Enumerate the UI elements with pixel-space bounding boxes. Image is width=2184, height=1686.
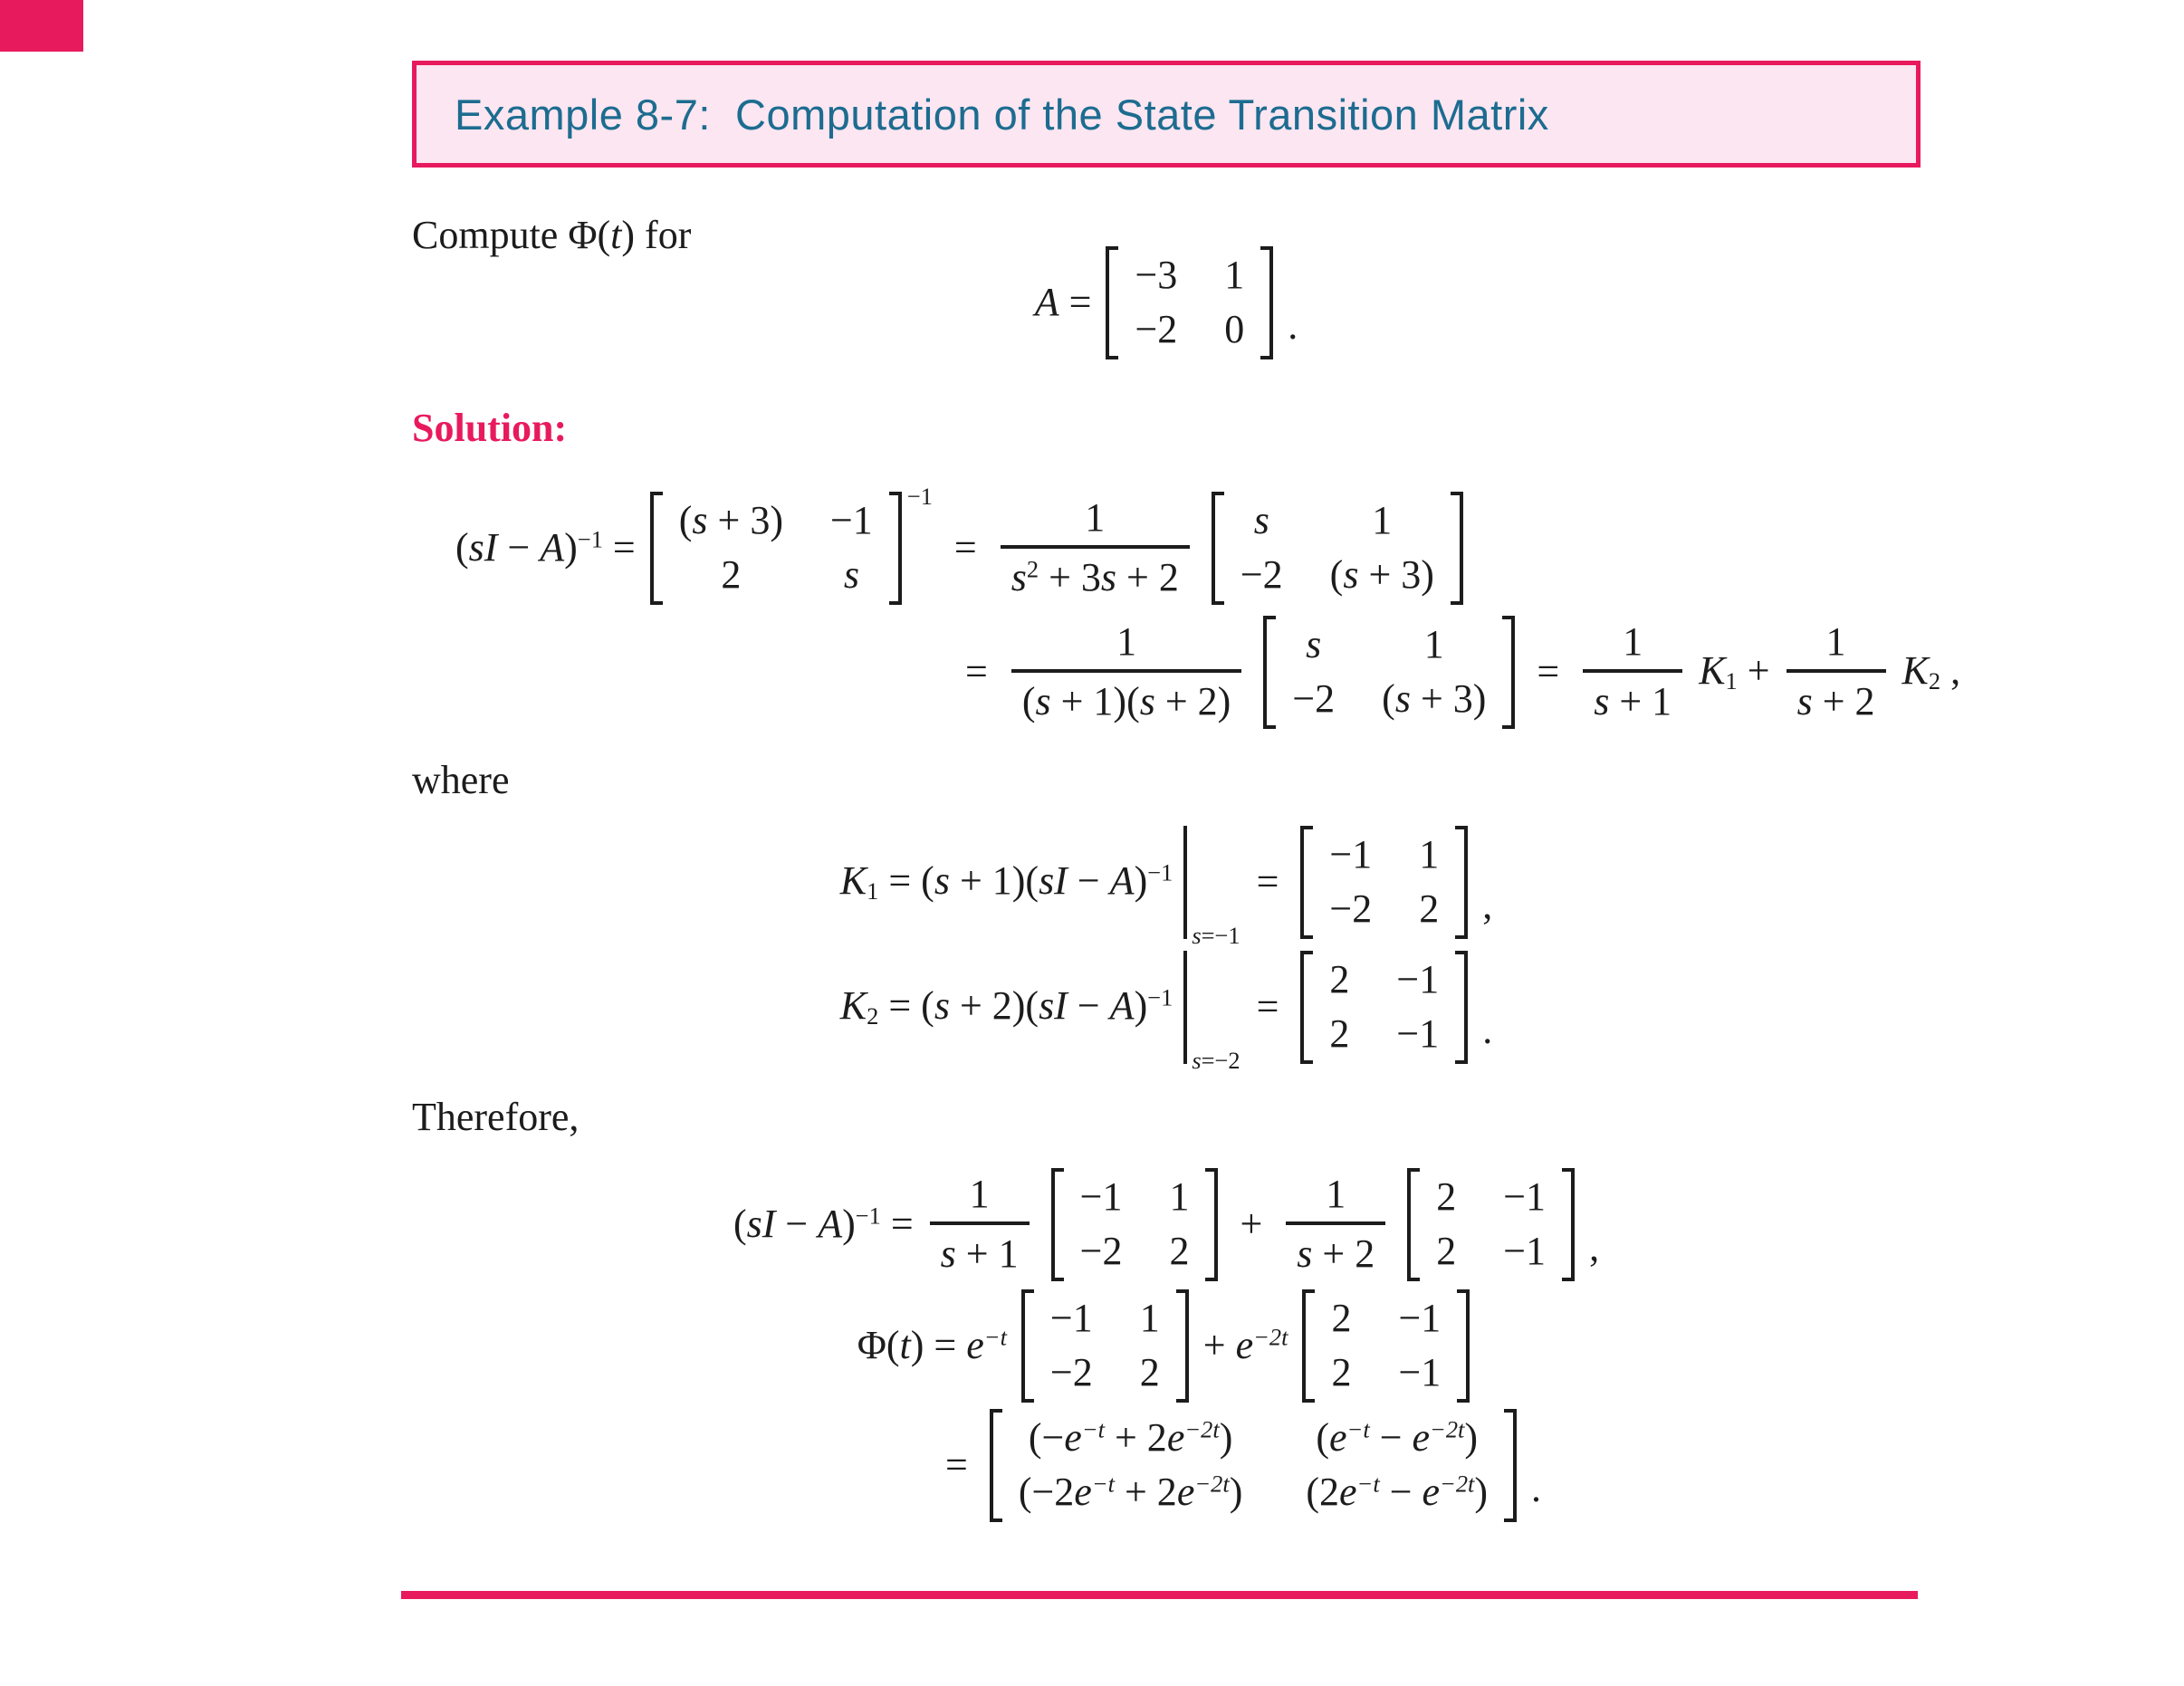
- matrix-cell: 2: [1329, 957, 1350, 1001]
- matrix-cell: −2: [1049, 1350, 1093, 1395]
- evaluation-condition: s=−2: [1192, 1046, 1240, 1074]
- matrix-bracket-right: [1504, 1409, 1517, 1522]
- matrix-cells: [1313, 826, 1455, 939]
- fraction-numerator: 1: [1326, 1172, 1346, 1216]
- equation-lhs: A =: [1034, 280, 1092, 325]
- equation-si-a-line2: [958, 616, 1960, 729]
- equation-si-a-partial: [412, 1168, 1921, 1281]
- fraction-denominator: s + 2: [1786, 669, 1886, 723]
- punctuation: .: [1531, 1466, 1542, 1511]
- matrix-bracket-right: [1455, 951, 1468, 1064]
- matrix-cell: 1: [1169, 1174, 1190, 1219]
- equation-lhs: K2 = (s + 2)(sI − A)$^{-1}$: [839, 983, 1173, 1030]
- punctuation: ,: [1482, 883, 1493, 928]
- matrix-cell: 1: [1423, 622, 1444, 666]
- matrix: [1021, 1289, 1189, 1403]
- matrix-cell: s: [843, 552, 859, 598]
- matrix-cell: −2: [1135, 307, 1178, 352]
- bottom-rule: [401, 1591, 1918, 1599]
- matrix-K1: [1300, 826, 1468, 939]
- matrix: [1263, 616, 1515, 729]
- example-header-box: [412, 61, 1921, 168]
- equation-phi-result: [938, 1409, 1541, 1522]
- punctuation: .: [1288, 303, 1298, 349]
- matrix: [650, 482, 933, 605]
- vertical-bar: [1183, 951, 1187, 1064]
- matrix-cell: 2: [1436, 1174, 1457, 1219]
- matrix-bracket-right: [1457, 1289, 1470, 1403]
- matrix-A: [1106, 246, 1273, 359]
- equals-sign: =: [965, 649, 988, 695]
- matrix: [1051, 1168, 1219, 1281]
- fraction: [1001, 496, 1190, 600]
- matrix: [1212, 492, 1463, 605]
- punctuation: ,: [1589, 1225, 1600, 1270]
- matrix-cell: 2: [1329, 1011, 1350, 1057]
- matrix-cell: −2: [1329, 886, 1373, 932]
- vertical-bar: [1183, 826, 1187, 939]
- equation-k2: [412, 951, 1921, 1074]
- intro-text: Compute Φ(t) for: [412, 213, 692, 257]
- equals-sign: =: [1256, 859, 1279, 905]
- fraction: [1786, 620, 1886, 724]
- matrix-cell: $(-e^{-t} + 2e^{-2t})$: [1028, 1415, 1233, 1460]
- matrix-bracket-left: [1021, 1289, 1034, 1403]
- matrix-cell: $(e^{-t} - e^{-2t})$: [1316, 1415, 1479, 1460]
- equation-k1: [412, 826, 1921, 949]
- matrix-cell: −1: [1396, 1011, 1440, 1057]
- matrix-exponent: −1: [906, 482, 933, 510]
- matrix-cells: [1118, 246, 1260, 359]
- equation-phi: [412, 1289, 1921, 1403]
- matrix-bracket-left: [1300, 951, 1313, 1064]
- k2-term: K2 ,: [1901, 648, 1961, 695]
- matrix: [1302, 1289, 1470, 1403]
- matrix-cell: 1: [1224, 253, 1245, 297]
- matrix-cell: 2: [1169, 1229, 1190, 1274]
- matrix-bracket-left: [990, 1409, 1002, 1522]
- equals-sign: =: [1537, 649, 1560, 695]
- fraction-numerator: 1: [1116, 619, 1137, 664]
- fraction: [1286, 1173, 1385, 1277]
- fraction-numerator: 1: [1623, 619, 1643, 664]
- matrix-cell: 2: [721, 552, 742, 598]
- fraction: [1583, 620, 1682, 724]
- matrix-cell: s: [1253, 498, 1269, 542]
- matrix-cell: −1: [1329, 832, 1373, 877]
- matrix-cells: [1224, 492, 1451, 605]
- equation-A: [412, 246, 1921, 359]
- matrix-result: [990, 1409, 1517, 1522]
- matrix-cells: [1034, 1289, 1176, 1403]
- fraction: [1011, 620, 1242, 724]
- matrix-cell: 1: [1372, 498, 1393, 542]
- matrix: [1407, 1168, 1575, 1281]
- fraction-denominator: s + 1: [1583, 669, 1682, 723]
- fraction-denominator: s + 1: [930, 1221, 1030, 1276]
- matrix-cells: [663, 492, 889, 605]
- matrix-bracket-left: [1212, 492, 1224, 605]
- matrix-bracket-right: [1502, 616, 1515, 729]
- corner-mark: [0, 0, 83, 52]
- fraction-numerator: 1: [1085, 495, 1106, 540]
- evaluation-bar: [1183, 826, 1240, 949]
- matrix-bracket-right: [889, 492, 902, 605]
- matrix-bracket-left: [1106, 246, 1118, 359]
- matrix-cell: $(-2e^{-t} + 2e^{-2t})$: [1018, 1470, 1243, 1515]
- equation-lhs: $\Phi(t) = e^{-t}$: [857, 1323, 1007, 1368]
- matrix-cell: (s + 3): [1329, 552, 1434, 598]
- fraction: [930, 1173, 1030, 1277]
- matrix-cell: −1: [1503, 1229, 1547, 1274]
- matrix-cells: [1002, 1409, 1504, 1522]
- matrix-bracket-right: [1451, 492, 1463, 605]
- matrix-cell: s: [1306, 622, 1322, 666]
- matrix-cells: [1064, 1168, 1206, 1281]
- matrix-cells: [1315, 1289, 1457, 1403]
- fraction-denominator: s + 2: [1286, 1221, 1385, 1276]
- matrix-bracket-left: [1051, 1168, 1064, 1281]
- matrix-cell: −1: [1503, 1174, 1547, 1219]
- plus-exponential-term: + $e^{-2t}$: [1202, 1323, 1288, 1368]
- matrix-cell: −1: [829, 498, 873, 542]
- matrix-cell: $(2e^{-t} - e^{-2t})$: [1306, 1470, 1489, 1515]
- matrix-cell: 0: [1224, 307, 1245, 352]
- matrix-cell: −1: [1049, 1296, 1093, 1340]
- matrix-bracket-left: [1300, 826, 1313, 939]
- matrix-bracket-right: [1176, 1289, 1189, 1403]
- equation-si-a-line1: [455, 482, 1469, 605]
- matrix-cells: [1276, 616, 1502, 729]
- k1-term: K1 +: [1699, 648, 1770, 695]
- fraction-denominator: (s + 1)(s + 2): [1011, 669, 1242, 723]
- matrix-cell: −1: [1398, 1296, 1442, 1340]
- matrix-cell: −1: [1398, 1350, 1442, 1395]
- punctuation: .: [1482, 1008, 1493, 1053]
- matrix-cell: 2: [1436, 1229, 1457, 1274]
- matrix-bracket-right: [1205, 1168, 1218, 1281]
- matrix-cell: −1: [1396, 957, 1440, 1001]
- matrix-bracket-left: [1407, 1168, 1420, 1281]
- equals-sign: =: [1256, 984, 1279, 1030]
- matrix-cell: 2: [1139, 1350, 1160, 1395]
- matrix-bracket-left: [650, 492, 663, 605]
- evaluation-condition: s=−1: [1192, 921, 1240, 949]
- fraction-denominator: $s^2 + 3s + 2$: [1001, 545, 1190, 599]
- matrix-cells: [1420, 1168, 1562, 1281]
- matrix-cell: 1: [1419, 832, 1440, 877]
- matrix-cell: −1: [1079, 1174, 1123, 1219]
- example-title: Example 8-7: Computation of the State Transition Matrix: [455, 90, 1549, 139]
- fraction-numerator: 1: [1825, 619, 1846, 664]
- matrix-bracket-right: [1562, 1168, 1575, 1281]
- equation-lhs: (sI − A)$^{-1}$ =: [455, 525, 636, 570]
- equals-sign: =: [953, 525, 977, 570]
- matrix-cell: −2: [1079, 1229, 1123, 1274]
- matrix-cell: 2: [1331, 1296, 1352, 1340]
- matrix-cell: −2: [1240, 552, 1283, 598]
- therefore-label: Therefore,: [412, 1095, 580, 1139]
- fraction-numerator: 1: [969, 1172, 990, 1216]
- matrix-bracket-left: [1263, 616, 1276, 729]
- matrix-bracket-right: [1260, 246, 1273, 359]
- matrix-cell: 2: [1331, 1350, 1352, 1395]
- evaluation-bar: [1183, 951, 1240, 1074]
- matrix-K2: [1300, 951, 1468, 1064]
- plus-sign: +: [1240, 1202, 1263, 1247]
- matrix-cell: 1: [1139, 1296, 1160, 1340]
- matrix-bracket-left: [1302, 1289, 1315, 1403]
- matrix-cell: −2: [1292, 676, 1336, 722]
- where-label: where: [412, 758, 510, 802]
- matrix-cell: (s + 3): [1382, 676, 1487, 722]
- equation-lhs: (sI − A)$^{-1}$ =: [733, 1202, 914, 1247]
- matrix-cell: −3: [1135, 253, 1178, 297]
- equals-sign: =: [945, 1442, 968, 1488]
- matrix-bracket-right: [1455, 826, 1468, 939]
- solution-label: Solution:: [412, 406, 568, 450]
- equation-lhs: K1 = (s + 1)(sI − A)$^{-1}$: [839, 858, 1173, 905]
- matrix-cell: (s + 3): [678, 498, 783, 542]
- matrix-cells: [1313, 951, 1455, 1064]
- matrix-cell: 2: [1419, 886, 1440, 932]
